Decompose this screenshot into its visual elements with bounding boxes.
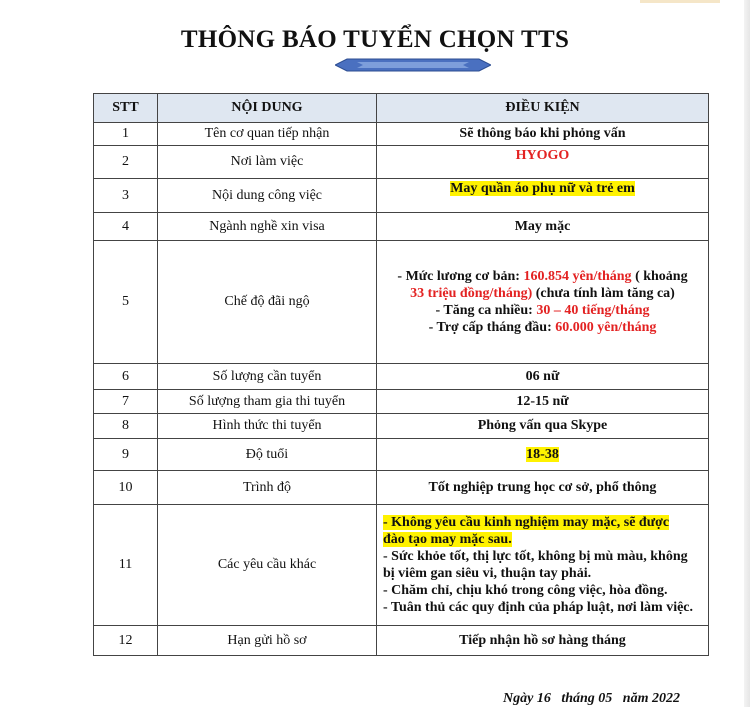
row-stt: 1 — [94, 123, 158, 146]
row-label: Ngành nghề xin visa — [158, 213, 377, 241]
row-value: May quần áo phụ nữ và trẻ em — [450, 181, 635, 196]
row-label: Trình độ — [158, 471, 377, 505]
row-stt: 12 — [94, 626, 158, 656]
table-row — [94, 626, 709, 656]
salary-l1-prefix: - Mức lương cơ bản: — [397, 269, 524, 284]
salary-l1-suffix: ( khoảng — [631, 269, 688, 284]
row-value: Tiếp nhận hồ sơ hàng tháng — [377, 626, 709, 656]
row-value: Tốt nghiệp trung học cơ sở, phổ thông — [377, 471, 709, 505]
recruitment-table — [93, 93, 709, 656]
req-item: - Chăm chỉ, chịu khó trong công việc, hòa đồng. — [383, 583, 668, 598]
row-value: 12-15 nữ — [377, 390, 709, 414]
salary-l2-value: 33 triệu đồng/tháng) — [410, 286, 533, 301]
row-value-cell — [377, 439, 709, 471]
salary-l1-value: 160.854 yên/tháng — [523, 269, 632, 284]
row-stt: 5 — [94, 241, 158, 364]
salary-line-3 — [383, 302, 702, 319]
row-value: HYOGO — [515, 148, 570, 163]
req-highlight — [383, 514, 702, 548]
row-stt: 2 — [94, 146, 158, 179]
row-value-cell — [377, 179, 709, 213]
table-row — [94, 123, 709, 146]
header-noi-dung: NỘI DUNG — [158, 94, 377, 123]
row-value: May mặc — [377, 213, 709, 241]
salary-l3-value: 30 – 40 tiếng/tháng — [536, 303, 650, 318]
header-dieu-kien: ĐIỀU KIỆN — [377, 94, 709, 123]
req-item: - Tuân thủ các quy định của pháp luật, nơi làm việc. — [383, 600, 694, 615]
row-label: Nơi làm việc — [158, 146, 377, 179]
row-stt: 11 — [94, 505, 158, 626]
row-value: Phỏng vấn qua Skype — [377, 414, 709, 439]
row-label: Chế độ đãi ngộ — [158, 241, 377, 364]
table-row — [94, 364, 709, 390]
salary-block — [377, 241, 709, 364]
row-stt: 6 — [94, 364, 158, 390]
ribbon-ornament-icon — [335, 58, 491, 72]
salary-line-2 — [383, 285, 702, 302]
salary-l4-value: 60.000 yên/tháng — [555, 320, 657, 335]
table-row — [94, 471, 709, 505]
row-stt: 8 — [94, 414, 158, 439]
row-label: Số lượng cần tuyển — [158, 364, 377, 390]
row-stt: 10 — [94, 471, 158, 505]
salary-line-1 — [383, 268, 702, 285]
table-row — [94, 146, 709, 179]
date-line: Ngày 16 tháng 05 năm 2022 — [503, 691, 680, 706]
salary-l4-prefix: - Trợ cấp tháng đầu: — [428, 320, 556, 335]
row-value: Sẽ thông báo khi phỏng vấn — [377, 123, 709, 146]
req-highlight-2: đào tạo may mặc sau. — [383, 532, 512, 547]
salary-l3-prefix: - Tăng ca nhiều: — [435, 303, 537, 318]
salary-line-4 — [383, 319, 702, 336]
row-label: Số lượng tham gia thi tuyển — [158, 390, 377, 414]
row-stt: 9 — [94, 439, 158, 471]
row-stt: 7 — [94, 390, 158, 414]
requirements-block — [377, 505, 709, 626]
row-label: Độ tuổi — [158, 439, 377, 471]
salary-l2-suffix: (chưa tính làm tăng ca) — [532, 286, 675, 301]
header-stt: STT — [94, 94, 158, 123]
table-header-row — [94, 94, 709, 123]
req-highlight-1: - Không yêu cầu kinh nghiệm may mặc, sẽ được — [383, 515, 670, 530]
table-row — [94, 390, 709, 414]
page-edge — [744, 0, 750, 707]
row-label: Hình thức thi tuyển — [158, 414, 377, 439]
table-row — [94, 213, 709, 241]
row-label: Các yêu cầu khác — [158, 505, 377, 626]
row-label: Hạn gửi hồ sơ — [158, 626, 377, 656]
table-row — [94, 439, 709, 471]
page-title: THÔNG BÁO TUYỂN CHỌN TTS — [180, 26, 570, 53]
row-value-cell — [377, 146, 709, 179]
row-stt: 4 — [94, 213, 158, 241]
row-value: 18-38 — [526, 446, 559, 462]
req-item: - Sức khỏe tốt, thị lực tốt, không bị mù màu, không bị viêm gan siêu vi, thuận tay phải. — [383, 549, 688, 581]
table-row — [94, 414, 709, 439]
table-row — [94, 505, 709, 626]
row-stt: 3 — [94, 179, 158, 213]
row-label: Tên cơ quan tiếp nhận — [158, 123, 377, 146]
table-row — [94, 241, 709, 364]
top-mark — [640, 0, 720, 3]
row-label: Nội dung công việc — [158, 179, 377, 213]
row-value: 06 nữ — [377, 364, 709, 390]
table-row — [94, 179, 709, 213]
